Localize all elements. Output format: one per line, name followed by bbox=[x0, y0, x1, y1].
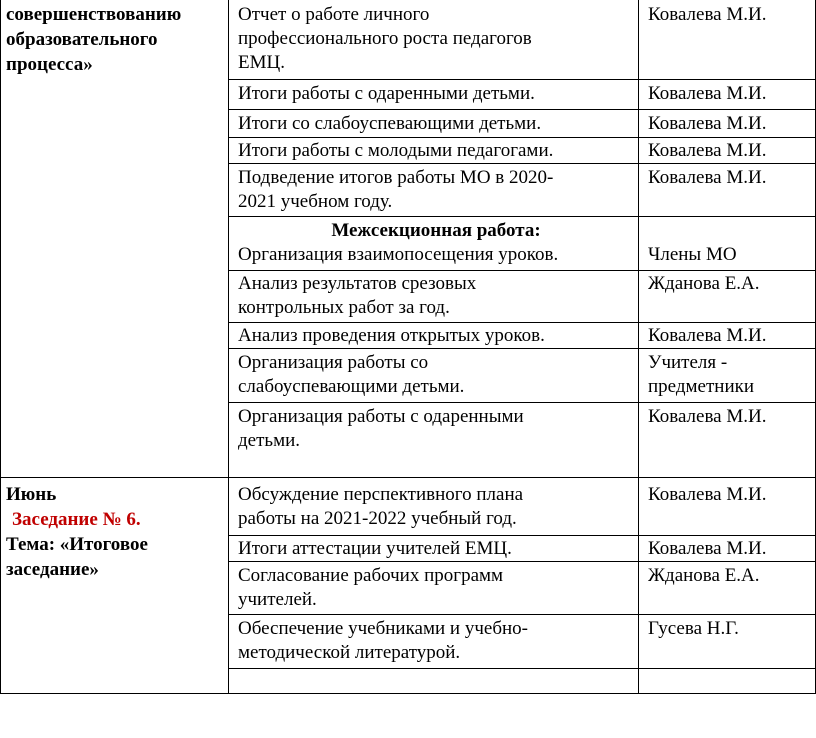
person-cell bbox=[648, 351, 812, 399]
task-cell bbox=[238, 405, 634, 453]
table-border-bottom bbox=[0, 693, 816, 694]
task-line: Организация работы со bbox=[238, 352, 429, 373]
task-line: 2021 учебном году. bbox=[238, 191, 393, 212]
task-cell bbox=[238, 3, 634, 75]
table-border-left bbox=[0, 0, 1, 694]
row-divider bbox=[228, 668, 816, 669]
person-line: Ковалева М.И. bbox=[648, 538, 767, 559]
task-cell bbox=[238, 219, 634, 267]
topic-line: Тема: «Итоговое bbox=[6, 534, 148, 555]
person-cell bbox=[648, 483, 812, 507]
task-line: контрольных работ за год. bbox=[238, 297, 450, 318]
task-cell bbox=[238, 537, 634, 561]
task-cell bbox=[238, 351, 634, 399]
person-cell bbox=[648, 617, 812, 641]
person-line: Ковалева М.И. bbox=[648, 406, 767, 427]
person-cell bbox=[648, 82, 812, 106]
person-cell bbox=[648, 564, 812, 588]
row-divider bbox=[228, 402, 816, 403]
task-cell bbox=[238, 564, 634, 612]
topic-line: совершенствованию bbox=[6, 4, 182, 25]
row-divider bbox=[228, 79, 816, 80]
section-2-topic bbox=[6, 482, 226, 582]
person-line: предметники bbox=[648, 376, 755, 397]
person-line: Жданова Е.А. bbox=[648, 565, 760, 586]
task-line: детьми. bbox=[238, 430, 301, 451]
task-cell bbox=[238, 82, 634, 106]
task-line: Обеспечение учебниками и учебно- bbox=[238, 618, 528, 639]
row-divider bbox=[228, 270, 816, 271]
task-line: ЕМЦ. bbox=[238, 52, 285, 73]
task-line: Анализ проведения открытых уроков. bbox=[238, 325, 545, 346]
person-line: Ковалева М.И. bbox=[648, 325, 767, 346]
topic-line: образовательного bbox=[6, 29, 158, 50]
person-cell bbox=[648, 166, 812, 190]
row-divider bbox=[228, 216, 816, 217]
row-divider bbox=[228, 535, 816, 536]
person-line: Ковалева М.И. bbox=[648, 167, 767, 188]
person-cell bbox=[648, 405, 812, 429]
task-line: Подведение итогов работы МО в 2020- bbox=[238, 167, 554, 188]
person-cell bbox=[648, 324, 812, 348]
task-line: методической литературой. bbox=[238, 642, 461, 663]
table-column-divider-1 bbox=[228, 0, 229, 694]
person-cell bbox=[648, 272, 812, 296]
task-line: Итоги работы с молодыми педагогами. bbox=[238, 140, 554, 161]
person-cell bbox=[648, 243, 812, 267]
task-line: Итоги работы с одаренными детьми. bbox=[238, 83, 535, 104]
task-line: Организация работы с одаренными bbox=[238, 406, 524, 427]
task-line: учителей. bbox=[238, 589, 317, 610]
row-divider bbox=[228, 137, 816, 138]
task-cell bbox=[238, 617, 634, 665]
task-line: Организация взаимопосещения уроков. bbox=[238, 244, 559, 265]
person-line: Учителя - bbox=[648, 352, 728, 373]
task-line: профессионального роста педагогов bbox=[238, 28, 532, 49]
topic-line: процесса» bbox=[6, 54, 93, 75]
task-cell bbox=[238, 272, 634, 320]
section-divider bbox=[0, 477, 816, 478]
meeting-number: Заседание № 6. bbox=[12, 509, 141, 530]
person-line: Ковалева М.И. bbox=[648, 83, 767, 104]
task-line: Обсуждение перспективного плана bbox=[238, 484, 524, 505]
task-cell bbox=[238, 166, 634, 214]
person-line: Члены МО bbox=[648, 244, 737, 265]
row-divider bbox=[228, 163, 816, 164]
person-line: Ковалева М.И. bbox=[648, 484, 767, 505]
meeting-month: Июнь bbox=[6, 484, 57, 505]
person-cell bbox=[648, 112, 812, 136]
person-cell bbox=[648, 3, 812, 27]
row-divider bbox=[228, 109, 816, 110]
task-cell bbox=[238, 139, 634, 163]
person-line: Жданова Е.А. bbox=[648, 273, 760, 294]
task-line: Анализ результатов срезовых bbox=[238, 273, 477, 294]
person-cell bbox=[648, 139, 812, 163]
table-column-divider-2 bbox=[638, 0, 639, 694]
task-line: работы на 2021-2022 учебный год. bbox=[238, 508, 517, 529]
task-line: Итоги аттестации учителей ЕМЦ. bbox=[238, 538, 512, 559]
task-cell bbox=[238, 324, 634, 348]
task-line: Согласование рабочих программ bbox=[238, 565, 504, 586]
task-line: Отчет о работе личного bbox=[238, 4, 430, 25]
task-line: слабоуспевающими детьми. bbox=[238, 376, 465, 397]
person-cell bbox=[648, 537, 812, 561]
row-divider bbox=[228, 614, 816, 615]
person-line: Ковалева М.И. bbox=[648, 4, 767, 25]
task-cell bbox=[238, 483, 634, 531]
person-line: Ковалева М.И. bbox=[648, 113, 767, 134]
person-line: Гусева Н.Г. bbox=[648, 618, 739, 639]
person-line: Ковалева М.И. bbox=[648, 140, 767, 161]
task-line: Итоги со слабоуспевающими детьми. bbox=[238, 113, 542, 134]
subsection-heading: Межсекционная работа: bbox=[331, 220, 541, 241]
row-divider bbox=[228, 561, 816, 562]
section-1-topic bbox=[6, 2, 226, 77]
task-cell bbox=[238, 112, 634, 136]
topic-line: заседание» bbox=[6, 559, 99, 580]
row-divider bbox=[228, 348, 816, 349]
row-divider bbox=[228, 322, 816, 323]
